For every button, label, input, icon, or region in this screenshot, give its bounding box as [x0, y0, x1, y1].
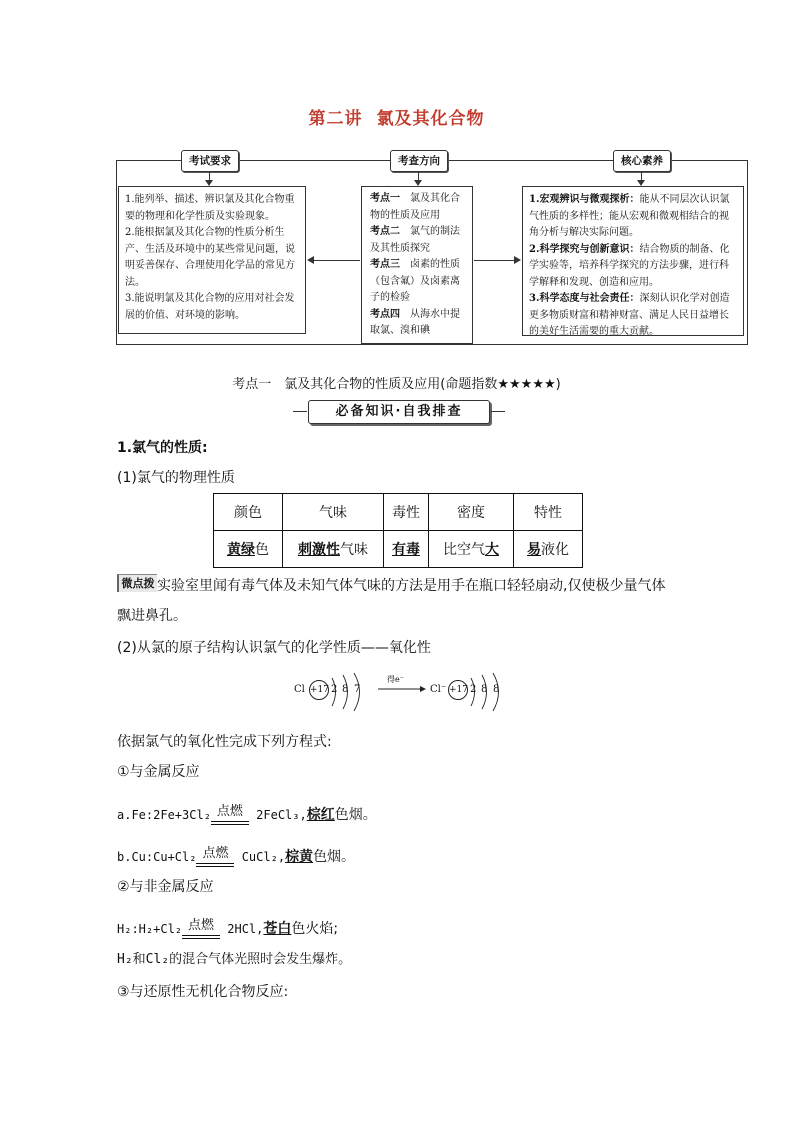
- table-cell: 刺激性气味: [283, 531, 384, 568]
- heading-chemical-properties: (2)从氯的原子结构认识氯气的化学性质——氧化性: [117, 640, 431, 656]
- table-cell: 黄绿色: [214, 531, 283, 568]
- heading-nonmetal-reaction: ②与非金属反应: [117, 879, 214, 895]
- header-exam-requirements: 考试要求: [181, 150, 239, 172]
- arrow-label: 得e⁻: [387, 675, 404, 684]
- equation-h2: H₂:H₂+Cl₂ 点燃 2HCl,苍白色火焰;: [117, 914, 338, 938]
- table-header-cell: 毒性: [384, 494, 429, 531]
- header-core-literacy: 核心素养: [613, 150, 671, 172]
- exam-requirements-box: [118, 186, 306, 334]
- chloride-ion-symbol: Cl⁻: [430, 684, 447, 695]
- shell-electron-count: 8: [493, 684, 500, 695]
- table-cell: 易液化: [514, 531, 583, 568]
- exam-direction-box: [361, 186, 473, 344]
- physical-properties-table: [213, 493, 583, 568]
- chlorine-atom-symbol: Cl: [294, 684, 305, 695]
- equation-fe: a.Fe:2Fe+3Cl₂ 点燃 2FeCl₃,棕红色烟。: [117, 800, 377, 824]
- heading-reducing-compound-reaction: ③与还原性无机化合物反应:: [117, 984, 289, 1000]
- left-arrowhead-icon: [307, 256, 314, 264]
- shell-electron-count: 7: [354, 684, 361, 695]
- tip-text-continued: 飘进鼻孔。: [117, 608, 187, 624]
- table-header-cell: 颜色: [214, 494, 283, 531]
- framework-diagram: [116, 150, 748, 346]
- right-arrowhead-icon: [514, 256, 521, 264]
- right-arrow-icon: [474, 260, 514, 261]
- heading-metal-reaction: ①与金属反应: [117, 764, 200, 780]
- heading-chlorine-properties: 1.氯气的性质:: [117, 440, 208, 456]
- condition-ignite: 点燃: [196, 842, 234, 861]
- shell-electron-count: 2: [470, 684, 477, 695]
- literacy-item: 1.宏观辨识与微观探析：能从不同层次认识氯气性质的多样性；能从宏观和微观相结合的视角分析与解决实际问题。: [529, 194, 730, 238]
- star-rating: ★★★★★: [497, 377, 556, 392]
- tip-text: 实验室里闻有毒气体及未知气体气味的方法是用手在瓶口轻轻扇动,仅使极少量气体: [157, 578, 666, 594]
- reaction-arrow-icon: [378, 684, 426, 694]
- direction-item: 考点二 氯气的制法及其性质探究: [370, 226, 460, 254]
- table-row: [214, 531, 583, 568]
- condition-ignite: 点燃: [211, 800, 249, 819]
- nucleus-icon: +17: [309, 680, 329, 700]
- requirement-item: 1.能列举、描述、辨识氯及其化合物重要的物理和化学性质及实验现象。: [125, 194, 295, 222]
- equation-cu: b.Cu:Cu+Cl₂ 点燃 CuCl₂,棕黄色烟。: [117, 842, 355, 866]
- literacy-item: 2.科学探究与创新意识：结合物质的制备、化学实验等，培养科学探究的方法步骤，进行科学解释和发现、创造和应用。: [529, 243, 730, 288]
- atomic-structure-diagram: [290, 672, 510, 712]
- requirement-item: 2.能根据氯及其化合物的性质分析生产、生活及环境中的某些常见问题，说明妥善保存、合理使用化学品的常见方法。: [125, 227, 295, 288]
- page-title: [0, 104, 793, 129]
- shell-electron-count: 8: [342, 684, 349, 695]
- explosion-note: H₂和Cl₂的混合气体光照时会发生爆炸。: [117, 952, 352, 967]
- title-topic: 氯及其化合物: [376, 109, 485, 129]
- title-lecture: 第二讲: [308, 109, 363, 129]
- direction-item: 考点四 从海水中提取氯、溴和碘: [370, 308, 460, 336]
- literacy-item: 3.科学态度与社会责任：深刻认识化学对创造更多物质财富和精神财富、满足人民日益增长的美好生活需要的重大贡献。: [529, 293, 730, 337]
- tip-tag: 微点拨: [117, 574, 157, 592]
- shell-electron-count: 2: [331, 684, 338, 695]
- requirement-item: 3.能说明氯及其化合物的应用对社会发展的价值、对环境的影响。: [125, 293, 295, 321]
- knowledge-banner: 必备知识·自我排查: [308, 400, 490, 424]
- header-exam-direction: 考查方向: [390, 150, 448, 172]
- nucleus-icon: +17: [448, 680, 468, 700]
- table-cell: 比空气大: [429, 531, 514, 568]
- core-literacy-box: [522, 186, 744, 336]
- table-header-cell: 特性: [514, 494, 583, 531]
- section-heading: 考点一 氯及其化合物的性质及应用(命题指数★★★★★): [232, 377, 561, 392]
- equation-intro: 依据氯气的氧化性完成下列方程式:: [117, 734, 332, 750]
- table-header-row: [214, 494, 583, 531]
- left-arrow-icon: [314, 260, 360, 261]
- shell-electron-count: 8: [481, 684, 488, 695]
- table-header-cell: 气味: [283, 494, 384, 531]
- condition-ignite: 点燃: [182, 914, 220, 933]
- heading-physical-properties: (1)氯气的物理性质: [117, 470, 235, 486]
- table-cell: 有毒: [384, 531, 429, 568]
- direction-item: 考点一 氯及其化合物的性质及应用: [370, 193, 460, 221]
- table-header-cell: 密度: [429, 494, 514, 531]
- direction-item: 考点三 卤素的性质（包含氟）及卤素离子的检验: [370, 259, 460, 303]
